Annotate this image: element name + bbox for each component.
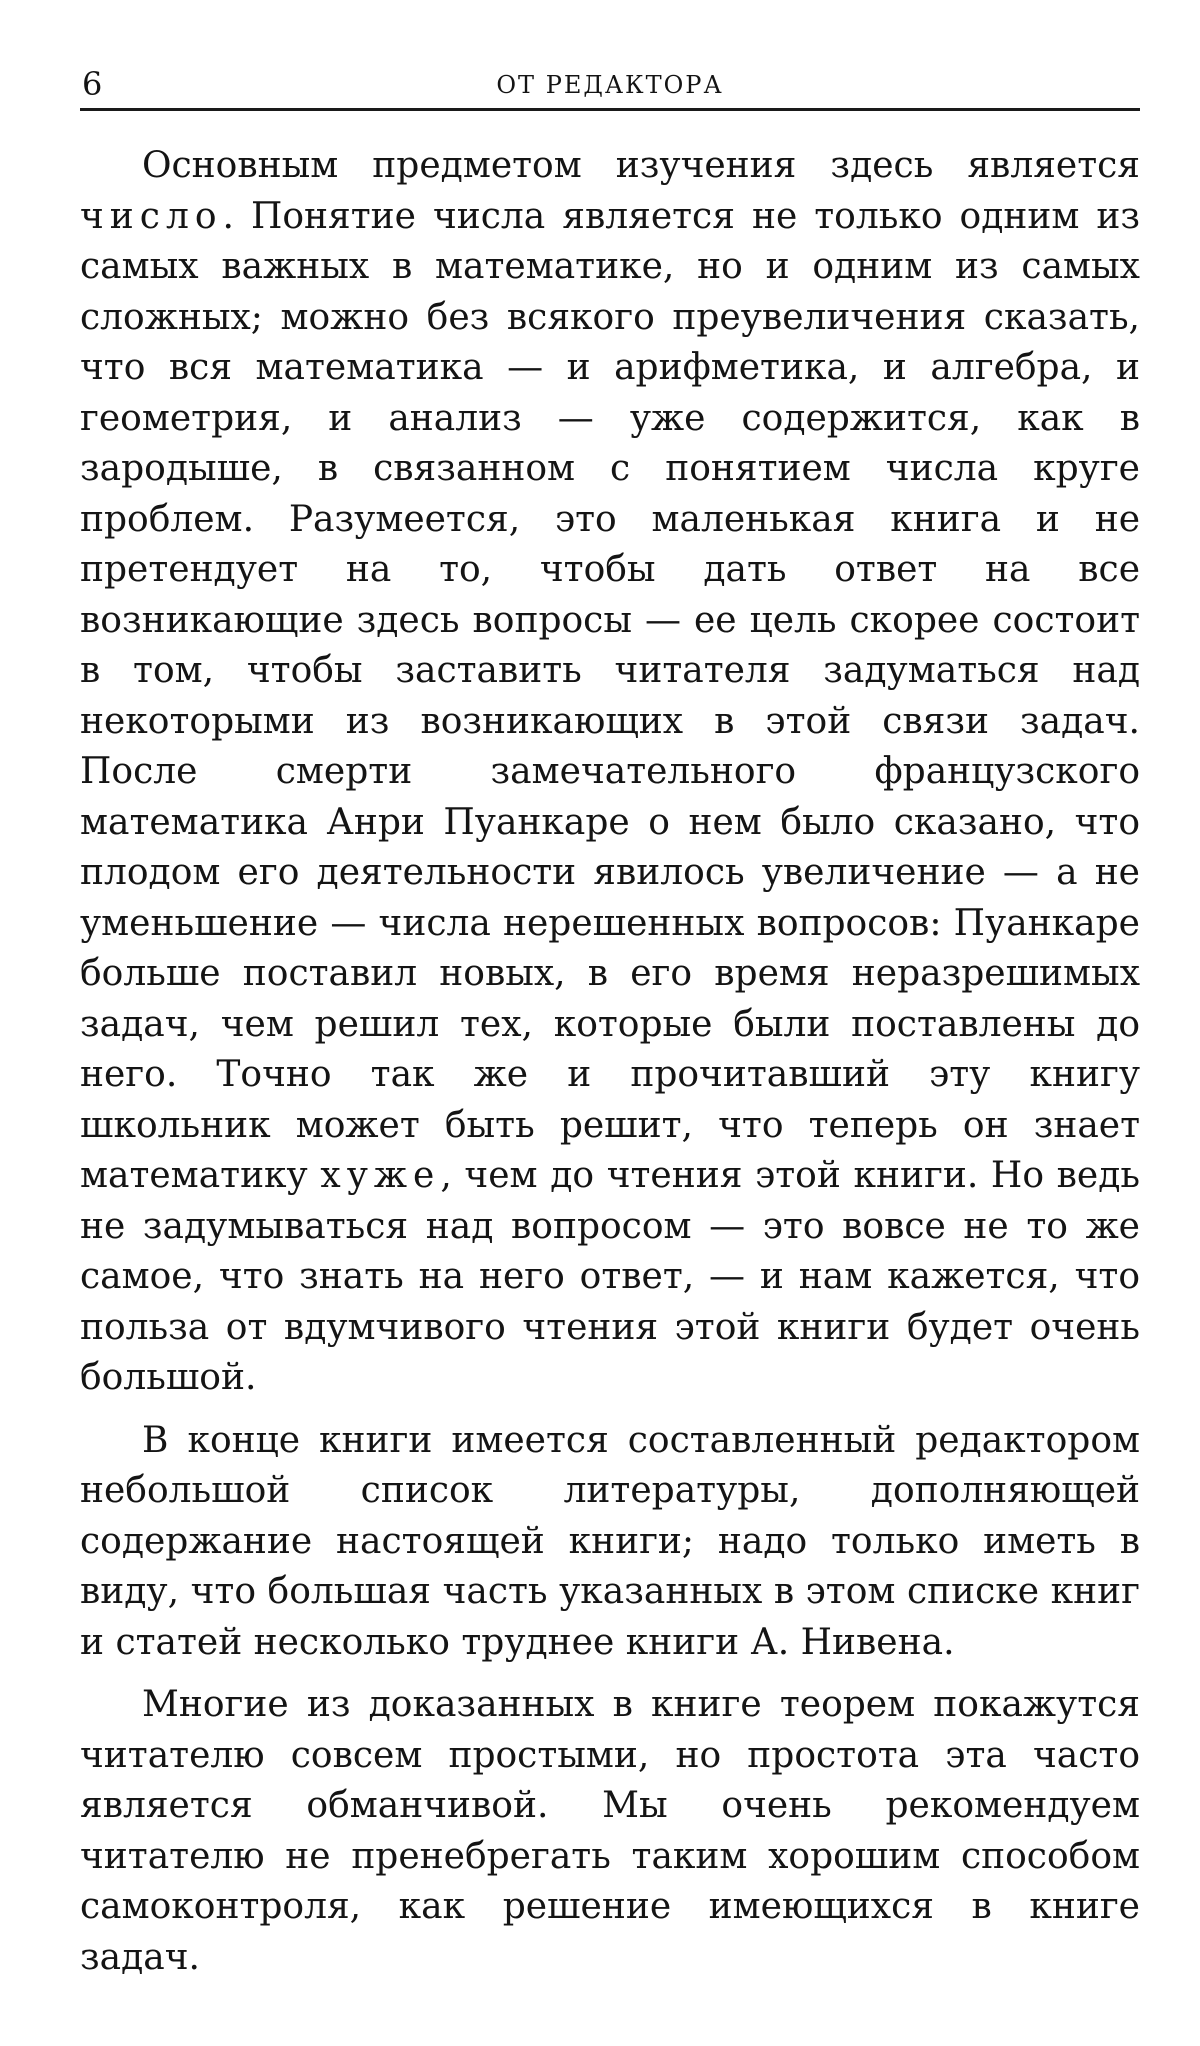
running-title: ОТ РЕДАКТОРА — [496, 71, 724, 99]
running-header — [80, 60, 1140, 111]
emphasis-number: число — [80, 195, 223, 237]
emphasis-worse: хуже — [320, 1155, 441, 1196]
paragraph-2: В конце книги имеется составленный редактором небольшой список литературы, дополняющей содержание настоящей книги; надо только иметь в виду, что большая часть указанных в этом списке книг и статей несколько труднее книги А. Нивена. — [80, 1419, 1140, 1663]
paragraph-1-text-c: , чем до чтения этой книги. Но ведь не задумываться над вопросом — это вовсе не то же самое, что знать на него ответ, — и нам кажется, что польза от вдумчивого чтения этой книги будет очень большой. — [80, 1155, 1140, 1398]
book-page — [80, 60, 1140, 1995]
paragraph-1-text-b: . Понятие числа является не только одним из самых важных в математике, но и одним из самых сложных; можно без всякого преувеличения сказать, что вся математика — и арифметика, и алгебра, и геометрия, и анализ — уже содержится, как в зародыше, в связанном с понятием числа круге проблем. Разумеется, это маленькая книга и не претендует на то, чтобы дать ответ на все возникающие здесь вопросы — ее цель скорее состоит в том, чтобы заставить читателя задуматься над некоторыми из возникающих в этой связи задач. После смерти замечательного французского математика Анри Пуанкаре о нем было сказано, что плодом его деятельности явилось увеличение — а не уменьшение — числа нерешенных вопросов: Пуанкаре больше поставил новых, в его время неразрешимых задач, чем решил тех, которые были поставлены до него. Точно так же и прочитавший эту книгу школьник может быть решит, что теперь он знает математику — [80, 195, 1140, 1196]
paragraph-3: Многие из доказанных в книге теорем покажутся читателю совсем простыми, но простота эта часто является обманчивой. Мы очень рекомендуем читателю не пренебрегать таким хорошим способом самоконтроля, как решение имеющихся в книге задач. — [80, 1684, 1140, 1978]
paragraph-1 — [80, 141, 1140, 1404]
page-number: 6 — [82, 65, 103, 103]
body-text — [80, 141, 1140, 1983]
paragraph-1-text-a: Основным предметом изучения здесь является — [142, 145, 1140, 186]
